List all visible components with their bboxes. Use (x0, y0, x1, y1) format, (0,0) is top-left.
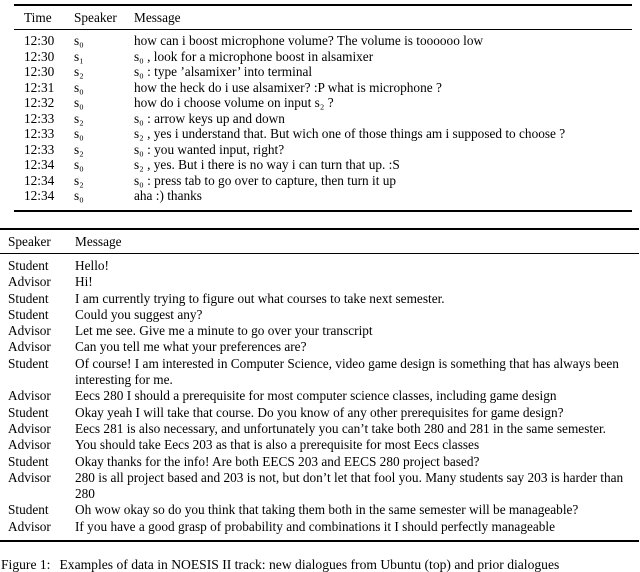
table-row (14, 30, 632, 49)
table-row (14, 157, 632, 173)
cell-message: s₀ : press tab to go over to capture, then turn it up (134, 172, 397, 188)
table-row (0, 405, 639, 421)
cell-message: If you have a good grasp of probability and combinations it I should perfectly manageable (75, 518, 556, 534)
table-row (0, 356, 639, 389)
column-header-speaker: Speaker (0, 229, 73, 254)
cell-speaker: Advisor (8, 469, 51, 485)
table-header-row (14, 5, 632, 30)
table-row (0, 437, 639, 453)
cell-message: how the heck do i use alsamixer? :P what is microphone ? (134, 79, 442, 95)
cell-message: aha :) thanks (134, 188, 202, 203)
cell-time: 12:34 (24, 188, 55, 203)
figure-caption (1, 557, 640, 572)
cell-speaker: Student (8, 290, 49, 306)
cell-time: 12:32 (24, 95, 55, 110)
cell-message: how can i boost microphone volume? The volume is toooooo low (134, 33, 484, 48)
cell-message: s₂ , yes. But i there is no way i can turn that up. :S (134, 157, 400, 172)
table-row (14, 49, 632, 65)
cell-message: Okay thanks for the info! Are both EECS 203 and EECS 280 project based? (75, 453, 480, 469)
table-row (14, 80, 632, 96)
table-row (0, 470, 639, 503)
table-row (14, 126, 632, 142)
cell-speaker: s₂ (74, 172, 84, 188)
cell-message: Hi! (75, 274, 93, 290)
cell-time: 12:34 (24, 157, 55, 172)
cell-speaker: s₀ (74, 95, 84, 110)
cell-speaker: s₀ (74, 33, 84, 48)
advising-dialogue-table (0, 228, 639, 542)
cell-speaker: Student (8, 453, 49, 469)
ubuntu-dialogue-table (14, 4, 632, 212)
table-row (0, 323, 639, 339)
cell-time: 12:33 (24, 126, 55, 141)
table-row (14, 173, 632, 189)
cell-speaker: Student (8, 355, 49, 371)
table-row (14, 64, 632, 80)
cell-speaker: Advisor (8, 420, 51, 436)
cell-message: You should take Eecs 203 as that is also a prerequisite for most Eecs classes (75, 437, 480, 453)
table-row (0, 339, 639, 355)
cell-speaker: Advisor (8, 339, 51, 355)
cell-time: 12:33 (24, 110, 55, 126)
cell-speaker: s₂ (74, 110, 84, 126)
cell-time: 12:30 (24, 48, 55, 64)
table-header-row (0, 229, 639, 254)
cell-speaker: s₀ (74, 188, 84, 203)
cell-message: Can you tell me what your preferences are? (75, 339, 307, 355)
column-header-speaker: Speaker (74, 5, 134, 30)
cell-speaker: s₀ (74, 126, 84, 141)
cell-time: 12:31 (24, 79, 55, 95)
cell-time: 12:30 (24, 33, 55, 48)
cell-message: Eecs 280 I should a prerequisite for most computer science classes, including game design (75, 388, 557, 404)
table-row (0, 454, 639, 470)
column-header-time: Time (14, 5, 74, 30)
cell-speaker: Student (8, 306, 49, 322)
cell-speaker: s₂ (74, 141, 84, 157)
cell-message: how do i choose volume on input s₂ ? (134, 95, 334, 110)
cell-speaker: Student (8, 404, 49, 420)
cell-message: I am currently trying to figure out what courses to take next semester. (75, 290, 445, 306)
cell-message: Okay yeah I will take that course. Do you know of any other prerequisites for game design? (75, 404, 564, 420)
table-row (0, 388, 639, 404)
cell-message: Hello! (75, 258, 109, 273)
cell-speaker: Student (8, 258, 49, 273)
table-row (14, 111, 632, 127)
cell-message: s₀ : type ’alsamixer’ into terminal (134, 64, 313, 79)
cell-message: 280 is all project based and 203 is not, but don’t let that fool you. Many students say 203 is harder than 280 (75, 469, 624, 502)
cell-speaker: Advisor (8, 437, 51, 453)
table-row (0, 291, 639, 307)
table-row (0, 519, 639, 541)
table-row (0, 274, 639, 290)
figure-caption-text: Examples of data in NOESIS II track: new dialogues from Ubuntu (top) and prior dialogues (59, 557, 560, 572)
cell-speaker: s₀ (74, 79, 84, 95)
cell-time: 12:34 (24, 172, 55, 188)
cell-speaker: Advisor (8, 388, 51, 404)
cell-speaker: Advisor (8, 323, 51, 339)
cell-message: s₀ : you wanted input, right? (134, 141, 285, 157)
cell-speaker: s₁ (74, 48, 84, 64)
table-row (0, 421, 639, 437)
table-row (14, 95, 632, 111)
table-row (14, 188, 632, 211)
figure-caption-label: Figure 1: (1, 557, 51, 572)
cell-message: s₀ , look for a microphone boost in alsamixer (134, 48, 374, 64)
table-row (14, 142, 632, 158)
cell-speaker: s₂ (74, 64, 84, 79)
table-row (0, 254, 639, 275)
table-row (0, 502, 639, 518)
cell-time: 12:33 (24, 141, 55, 157)
cell-message: Could you suggest any? (75, 306, 203, 322)
cell-speaker: Advisor (8, 518, 51, 534)
cell-speaker: s₀ (74, 157, 84, 172)
cell-speaker: Advisor (8, 274, 51, 290)
cell-message: s₀ : arrow keys up and down (134, 110, 285, 126)
column-header-message: Message (134, 5, 632, 30)
cell-time: 12:30 (24, 64, 55, 79)
cell-message: Oh wow okay so do you think that taking them both in the same semester will be manageable? (75, 502, 579, 518)
cell-message: Let me see. Give me a minute to go over your transcript (75, 323, 373, 339)
cell-message: Of course! I am interested in Computer Science, video game design is something that has always been interesting for me. (75, 355, 619, 388)
cell-message: Eecs 281 is also necessary, and unfortunately you can’t take both 280 and 281 in the same semester. (75, 420, 606, 436)
table-row (0, 307, 639, 323)
column-header-message: Message (73, 229, 639, 254)
cell-speaker: Student (8, 502, 49, 518)
cell-message: s₂ , yes i understand that. But wich one of those things am i supposed to choose ? (134, 126, 566, 141)
